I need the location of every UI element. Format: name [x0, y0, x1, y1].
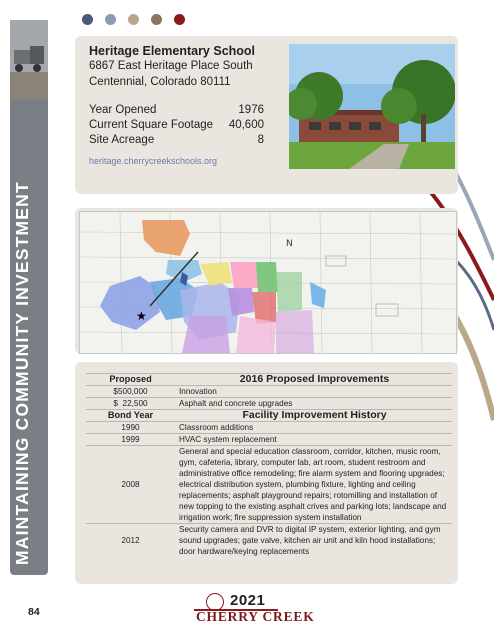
table-row — [86, 524, 452, 558]
bond-year: 2008 — [86, 446, 175, 524]
sidebar-title: MAINTAINING COMMUNITY INVESTMENT — [12, 181, 32, 565]
stat-label: Current Square Footage — [89, 119, 214, 131]
svg-text:N: N — [286, 239, 293, 249]
school-name: Heritage Elementary School — [89, 44, 256, 58]
proposed-column-header: Proposed — [86, 374, 175, 386]
history-description: Classroom additions — [175, 422, 452, 434]
decor-dot-5 — [174, 14, 185, 25]
decor-dot-3 — [128, 14, 139, 25]
proposed-header-row — [86, 374, 452, 386]
table-row — [86, 446, 452, 524]
school-address-line2: Centennial, Colorado 80111 — [89, 76, 231, 88]
table-row — [86, 386, 452, 398]
logo-district-name: CHERRY CREEK — [196, 609, 315, 624]
history-description: Security camera and DVR to digital IP system, exterior lighting, and gym sound upgrades; gate valve, kitchen air unit and kiln hood installations; door hardware/keying replacements — [175, 524, 452, 558]
bond-year: 1990 — [86, 422, 175, 434]
history-description: HVAC system replacement — [175, 434, 452, 446]
proposed-description: Asphalt and concrete upgrades — [175, 398, 452, 410]
stat-label: Site Acreage — [89, 134, 155, 146]
history-description: General and special education classroom, corridor, kitchen, music room, gym, cafeteria, library, computer lab, art room, student restroom and administrative office remodeling; fire alarm system and flooring upgrades; electrical distribution system, plumbing fixture, lighting and ceiling replacements; asphalt playground repairs; rotomilling and installation of new topping to the existing asphalt crives and parking lots; landscape and irrigation work; fire suppression system installation — [175, 446, 452, 524]
logo-year: 2021 — [230, 592, 266, 609]
school-website-link[interactable]: heritage.cherrycreekschools.org — [89, 156, 218, 166]
stat-value: 40,600 — [228, 119, 264, 131]
bond-year-column-header: Bond Year — [86, 410, 175, 422]
school-building-photo — [289, 44, 455, 169]
stat-label: Year Opened — [89, 104, 157, 116]
district-boundary-map — [79, 211, 457, 354]
bond-year: 2012 — [86, 524, 175, 558]
proposed-description: Innovation — [175, 386, 452, 398]
decor-dot-2 — [105, 14, 116, 25]
stat-value: 8 — [257, 134, 264, 146]
improvements-table — [86, 373, 452, 557]
proposed-table-title: 2016 Proposed Improvements — [175, 374, 452, 386]
proposed-amount: $500,000 — [86, 386, 175, 398]
bond-year: 1999 — [86, 434, 175, 446]
decor-dot-1 — [82, 14, 93, 25]
decor-dot-4 — [151, 14, 162, 25]
table-row — [86, 398, 452, 410]
svg-text:★: ★ — [136, 309, 147, 323]
page-number: 84 — [28, 606, 40, 618]
stat-value: 1976 — [238, 104, 264, 116]
table-row — [86, 422, 452, 434]
proposed-amount: $ 22,500 — [86, 398, 175, 410]
school-address-line1: 6867 East Heritage Place South — [89, 60, 253, 72]
history-table-title: Facility Improvement History — [175, 410, 452, 422]
history-header-row — [86, 410, 452, 422]
table-row — [86, 434, 452, 446]
